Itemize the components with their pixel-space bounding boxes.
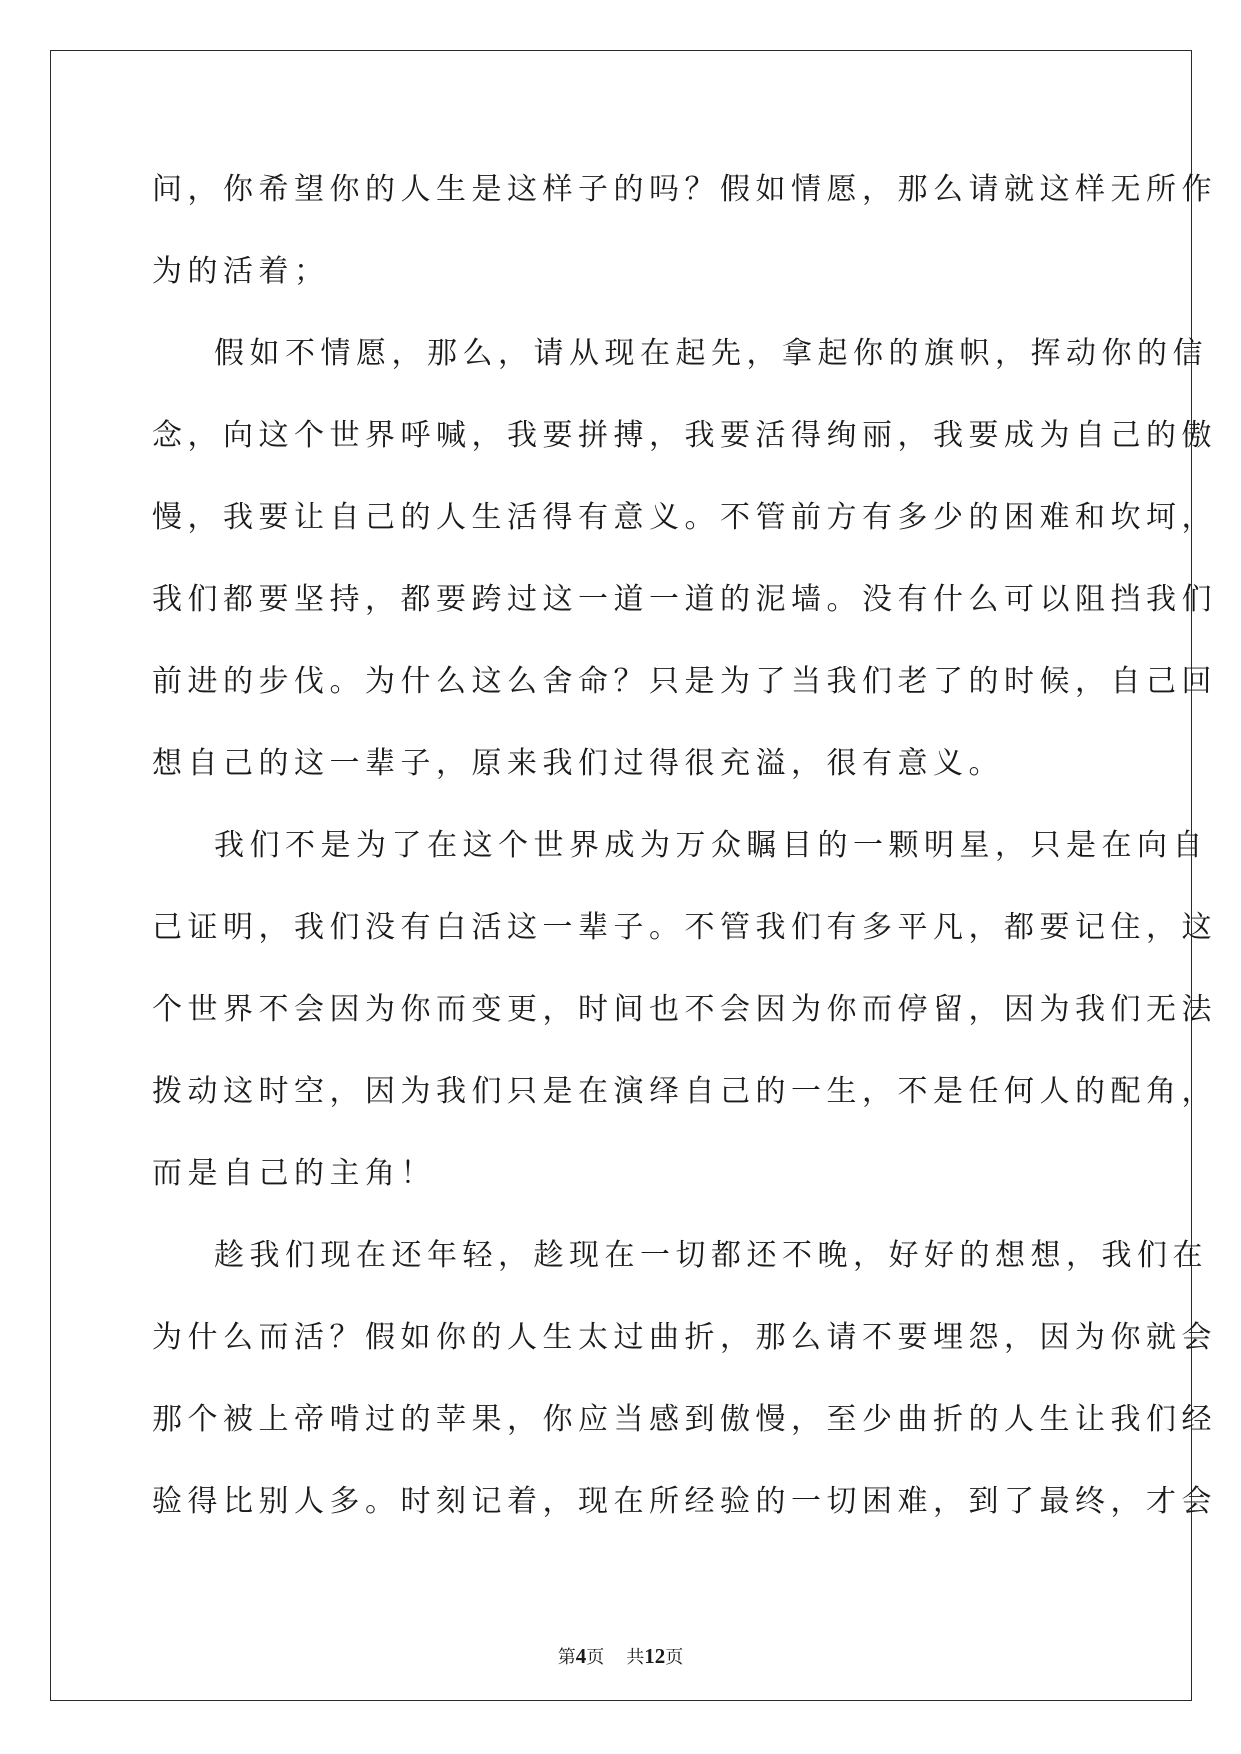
text-line: 问，你希望你的人生是这样子的吗？假如情愿，那么请就这样无所作 bbox=[152, 172, 1217, 207]
paragraph-start-line: 假如不情愿，那么，请从现在起先，拿起你的旗帜，挥动你的信 bbox=[214, 336, 1208, 371]
text-line: 想自己的这一辈子，原来我们过得很充溢，很有意义。 bbox=[152, 746, 1004, 781]
text-line: 前进的步伐。为什么这么舍命？只是为了当我们老了的时候，自己回 bbox=[152, 664, 1217, 699]
text-line: 己证明，我们没有白活这一辈子。不管我们有多平凡，都要记住，这 bbox=[152, 910, 1217, 945]
current-page-number: 4 bbox=[575, 1644, 587, 1668]
text-line: 为什么而活？假如你的人生太过曲折，那么请不要埋怨，因为你就会 bbox=[152, 1320, 1217, 1355]
page-suffix: 页 bbox=[586, 1647, 605, 1668]
text-line: 那个被上帝啃过的苹果，你应当感到傲慢，至少曲折的人生让我们经 bbox=[152, 1402, 1217, 1437]
total-page-number: 12 bbox=[644, 1644, 666, 1668]
total-prefix: 共 bbox=[626, 1647, 645, 1668]
paragraph-start-line: 趁我们现在还年轻，趁现在一切都还不晚，好好的想想，我们在 bbox=[214, 1238, 1208, 1273]
text-line: 为的活着； bbox=[152, 254, 330, 289]
text-line: 我们都要坚持，都要跨过这一道一道的泥墙。没有什么可以阻挡我们 bbox=[152, 582, 1217, 617]
document-body bbox=[152, 160, 1217, 1554]
text-line: 慢，我要让自己的人生活得有意义。不管前方有多少的困难和坎坷， bbox=[152, 500, 1217, 535]
text-line: 个世界不会因为你而变更，时间也不会因为你而停留，因为我们无法 bbox=[152, 992, 1217, 1027]
page-footer bbox=[0, 1643, 1241, 1669]
text-line: 验得比别人多。时刻记着，现在所经验的一切困难，到了最终，才会 bbox=[152, 1484, 1217, 1519]
text-line: 念，向这个世界呼喊，我要拼搏，我要活得绚丽，我要成为自己的傲 bbox=[152, 418, 1217, 453]
page-prefix: 第 bbox=[557, 1647, 576, 1668]
text-line: 而是自己的主角！ bbox=[152, 1156, 436, 1191]
paragraph-start-line: 我们不是为了在这个世界成为万众瞩目的一颗明星，只是在向自 bbox=[214, 828, 1208, 863]
text-line: 拨动这时空，因为我们只是在演绎自己的一生，不是任何人的配角， bbox=[152, 1074, 1217, 1109]
total-suffix: 页 bbox=[665, 1647, 684, 1668]
